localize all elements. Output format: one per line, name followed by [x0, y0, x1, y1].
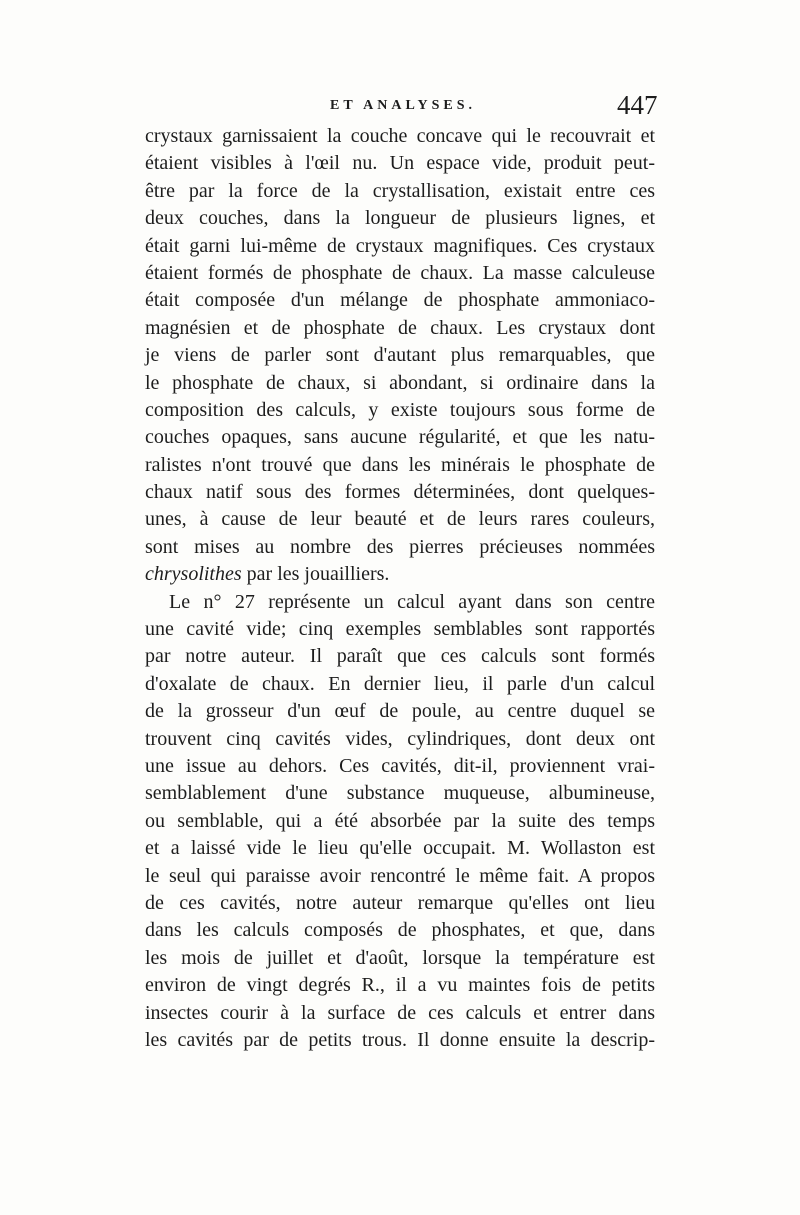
text-line: deux couches, dans la longueur de plusieurs lignes, et	[145, 207, 655, 230]
text-line: de la grosseur d'un œuf de poule, au centre duquel se	[145, 700, 655, 723]
paragraph-start-line: Le n° 27 représente un calcul ayant dans son centre	[169, 590, 655, 613]
text-line: sont mises au nombre des pierres précieuses nommées	[145, 535, 655, 558]
italic-term: chrysolithes	[145, 563, 242, 586]
running-head: ET ANALYSES.	[330, 98, 477, 113]
text-line: les mois de juillet et d'août, lorsque la température est	[145, 946, 655, 969]
body-text	[145, 123, 655, 1054]
text-line: ralistes n'ont trouvé que dans les minérais le phosphate de	[145, 453, 655, 476]
text-line: insectes courir à la surface de ces calculs et entrer dans	[145, 1001, 655, 1024]
text-line: et a laissé vide le lieu qu'elle occupait. M. Wollaston est	[145, 837, 655, 860]
text-line: couches opaques, sans aucune régularité, et que les natu-	[145, 426, 655, 449]
text-line: environ de vingt degrés R., il a vu maintes fois de petits	[145, 974, 655, 997]
text-line: crystaux garnissaient la couche concave qui le recouvrait et	[145, 125, 655, 147]
text-line: les cavités par de petits trous. Il donne ensuite la descrip-	[145, 1028, 655, 1051]
text-line: unes, à cause de leur beauté et de leurs rares couleurs,	[145, 508, 655, 531]
text-line: semblablement d'une substance muqueuse, albumineuse,	[145, 782, 655, 805]
text-line: une cavité vide; cinq exemples semblables sont rapportés	[145, 618, 655, 641]
text-line: je viens de parler sont d'autant plus remarquables, que	[145, 344, 655, 367]
text-line: trouvent cinq cavités vides, cylindriques, dont deux ont	[145, 727, 655, 750]
text-line: être par la force de la crystallisation, existait entre ces	[145, 179, 655, 202]
text-line: de ces cavités, notre auteur remarque qu'elles ont lieu	[145, 891, 655, 914]
text-line: composition des calculs, y existe toujours sous forme de	[145, 398, 655, 421]
text-line: le seul qui paraisse avoir rencontré le même fait. A propos	[145, 864, 655, 887]
text-line: magnésien et de phosphate de chaux. Les crystaux dont	[145, 316, 655, 339]
text-line: par notre auteur. Il paraît que ces calculs sont formés	[145, 645, 655, 668]
text-line-italic	[145, 561, 655, 588]
text-line: étaient formés de phosphate de chaux. La masse calculeuse	[145, 261, 655, 284]
text-line: le phosphate de chaux, si abondant, si ordinaire dans la	[145, 371, 655, 394]
text-line: était composée d'un mélange de phosphate ammoniaco-	[145, 289, 655, 312]
text-line: dans les calculs composés de phosphates, et que, dans	[145, 919, 655, 942]
text-line: ou semblable, qui a été absorbée par la suite des temps	[145, 809, 655, 832]
line-rest: par les jouailliers.	[241, 563, 390, 586]
text-line: chaux natif sous des formes déterminées, dont quelques-	[145, 481, 655, 504]
text-line: étaient visibles à l'œil nu. Un espace vide, produit peut-	[145, 152, 655, 175]
text-line: d'oxalate de chaux. En dernier lieu, il parle d'un calcul	[145, 672, 655, 695]
text-line: une issue au dehors. Ces cavités, dit-il, proviennent vrai-	[145, 754, 655, 777]
text-line: était garni lui-même de crystaux magnifiques. Ces crystaux	[145, 234, 655, 257]
page-number: 447	[617, 90, 658, 120]
